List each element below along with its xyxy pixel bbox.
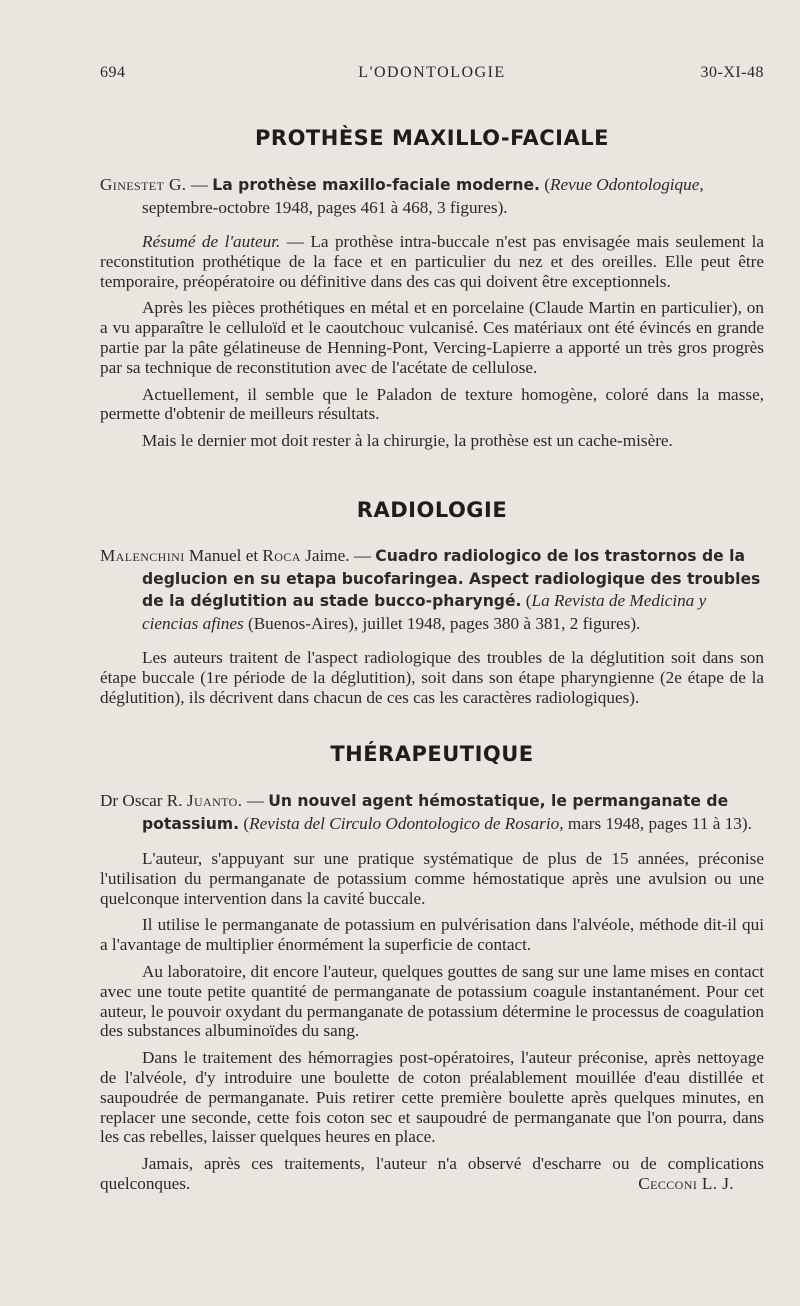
paragraph: Résumé de l'auteur. — La prothèse intra-buccale n'est pas envisagée mais seulement la reconstitution prothétique de la face et en particulier du nez et des oreilles. Elle peut être temporaire, préopératoire ou définitive dans des cas qui doivent être exceptionnels. (100, 232, 765, 291)
article-title: La prothèse maxillo-faciale moderne. (212, 176, 540, 194)
article-title: Un nouvel agent hémostatique, le permanganate de potassium. (142, 792, 729, 833)
signature: Cecconi L. J. (638, 1173, 734, 1193)
reference-details: septembre-octobre 1948, pages 461 à 468, 3 figures). (142, 197, 508, 217)
journal-source: Revista del Circulo Odontologico de Rosario, (249, 813, 564, 833)
section-prothese (100, 174, 764, 458)
paragraph: L'auteur, s'appuyant sur une pratique systématique de plus de 15 années, préconise l'utilisation du permanganate de potassium comme hémostatique après une avulsion ou une quelconque intervention dans la cavité buccale. (100, 849, 764, 908)
reference-details: mars 1948, pages 11 à 13). (563, 813, 752, 833)
paragraph: Jamais, après ces traitements, l'auteur n'a observé d'escharre ou de complications quelconques. Cecconi L. J. (100, 1154, 764, 1193)
paragraph: Dans le traitement des hémorragies post-opératoires, l'auteur préconise, après nettoyage de l'alvéole, d'y introduire une boulette de coton préalablement mouillée d'eau distillée et saupoudrée de permanganate. Puis retirer cette première boulette après quelques minutes, en replacer une seconde, cette fois coton sec et saupoudré de permanganate que l'on pourra, dans les cas rebelles, laisser quelques heures en place. (100, 1048, 764, 1147)
section-therapeutique (100, 790, 764, 1201)
reference-malenchini: Malenchini Manuel et Roca Jaime. — Cuadro radiologico de los trastornos de la deglucion en su etapa bucofaringea. Aspect radiologique des troubles de la déglutition au stade bucco-pharyngé. (La Revista de Medicina y ciencias afines (Buenos-Aires), juillet 1948, pages 380 à 381, 2 figures). (100, 546, 761, 633)
reference-ginestet: Ginestet G. — La prothèse maxillo-faciale moderne. (Revue Odontologique, septembre-octobre 1948, pages 461 à 468, 3 figures). (100, 175, 704, 217)
abstract-body (100, 232, 764, 451)
journal-source: La Revista de Medicina y ciencias afines (142, 591, 707, 633)
paragraph: Mais le dernier mot doit rester à la chirurgie, la prothèse est un cache-misère. (142, 431, 673, 451)
paragraph: Les auteurs traitent de l'aspect radiologique des troubles de la déglutition soit dans son étape buccale (1re période de la déglutition), soit dans son étape pharyngienne (2e étape de la déglutition), ils décrivent dans chacun de ces cas les caractères radiologiques). (100, 648, 764, 707)
reference-juanto: Dr Oscar R. Juanto. — Un nouvel agent hémostatique, le permanganate de potassium. (Revista del Circulo Odontologico de Rosario, mars 1948, pages 11 à 13). (100, 791, 752, 833)
journal-source: Revue Odontologique, (549, 175, 704, 194)
section-radiologie (100, 545, 764, 714)
section-heading-therapeutique: THÉRAPEUTIQUE (330, 742, 534, 766)
paragraph: Il utilise le permanganate de potassium en pulvérisation dans l'alvéole, méthode dit-il qui a l'avantage de multiplier énormément la superficie de contact. (100, 915, 764, 955)
journal-title: L'ODONTOLOGIE (358, 64, 506, 81)
abstract-body (100, 849, 764, 1194)
reference-details: (Buenos-Aires), juillet 1948, pages 380 à 381, 2 figures). (243, 613, 641, 633)
paragraph: Après les pièces prothétiques en métal et en porcelaine (Claude Martin en particulier), on a vu apparaître le celluloïd et le caoutchouc vulcanisé. Ces matériaux ont été évincés en grande partie par la pâte gélatineuse de Henning-Pont, Vercing-Lapierre a apporté un très gros progrès par sa technique de reconstitution avec de l'acétate de cellulose. (100, 298, 764, 377)
paragraph: Au laboratoire, dit encore l'auteur, quelques gouttes de sang sur une lame mises en contact avec une toute petite quantité de permanganate de potassium coagule instantanément. Pour cet auteur, le pouvoir oxydant du permanganate de potassium détermine le processus de coagulation des substances albuminoïdes du sang. (100, 961, 764, 1041)
section-heading-radiologie: RADIOLOGIE (356, 498, 508, 522)
section-heading-prothese: PROTHÈSE MAXILLO-FACIALE (255, 126, 609, 150)
paragraph: Actuellement, il semble que le Paladon de texture homogène, coloré dans la masse, permette d'obtenir de meilleurs résultats. (100, 384, 764, 424)
abstract-body (100, 648, 764, 707)
reference-authors: Ginestet G. (100, 175, 187, 194)
issue-date: 30-XI-48 (700, 64, 764, 81)
page-number: 694 (100, 64, 126, 81)
article-title: Cuadro radiologico de los trastornos de la deglucion en su etapa bucofaringea. Aspect radiologique des troubles de la déglutition au stade bucco-pharyngé. (142, 547, 761, 610)
running-header (100, 64, 764, 86)
